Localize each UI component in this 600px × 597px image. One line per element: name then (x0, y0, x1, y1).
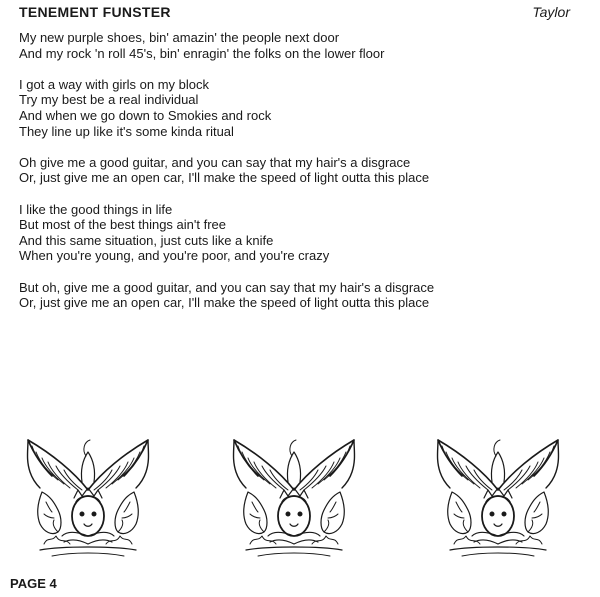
lyric-line: Try my best be a real individual (19, 92, 199, 108)
lyrics (19, 30, 579, 326)
lyric-line: Or, just give me an open car, I'll make the speed of light outta this place (19, 170, 430, 186)
stanza (19, 155, 579, 186)
lyric-line: I got a way with girls on my block (19, 76, 210, 92)
stanza (19, 77, 579, 139)
stanza (19, 280, 579, 311)
lyric-line: Oh give me a good guitar, and you can say that my hair's a disgrace (19, 154, 411, 170)
song-author: Taylor (532, 4, 570, 20)
song-title: TENEMENT FUNSTER (19, 4, 171, 20)
queen-crest-icon (228, 432, 360, 562)
lyric-line: My new purple shoes, bin' amazin' the people next door (19, 30, 340, 45)
queen-crest-icon (22, 432, 154, 562)
lyric-line: And this same situation, just cuts like a knife (19, 232, 274, 248)
lyric-line: Or, just give me an open car, I'll make the speed of light outta this place (19, 295, 430, 311)
stanza (19, 202, 579, 264)
lyric-line: When you're young, and you're poor, and you're crazy (19, 248, 330, 264)
lyric-line: But most of the best things ain't free (19, 217, 226, 233)
lyric-line: I like the good things in life (19, 201, 173, 217)
lyric-line: They line up like it's some kinda ritual (19, 123, 234, 139)
lyric-line: And my rock 'n roll 45's, bin' enragin' the folks on the lower floor (19, 45, 385, 61)
page-number: PAGE 4 (10, 576, 57, 591)
queen-crest-icon (432, 432, 564, 562)
lyric-line: But oh, give me a good guitar, and you can say that my hair's a disgrace (19, 279, 435, 295)
lyric-line: And when we go down to Smokies and rock (19, 107, 272, 123)
stanza (19, 30, 579, 61)
